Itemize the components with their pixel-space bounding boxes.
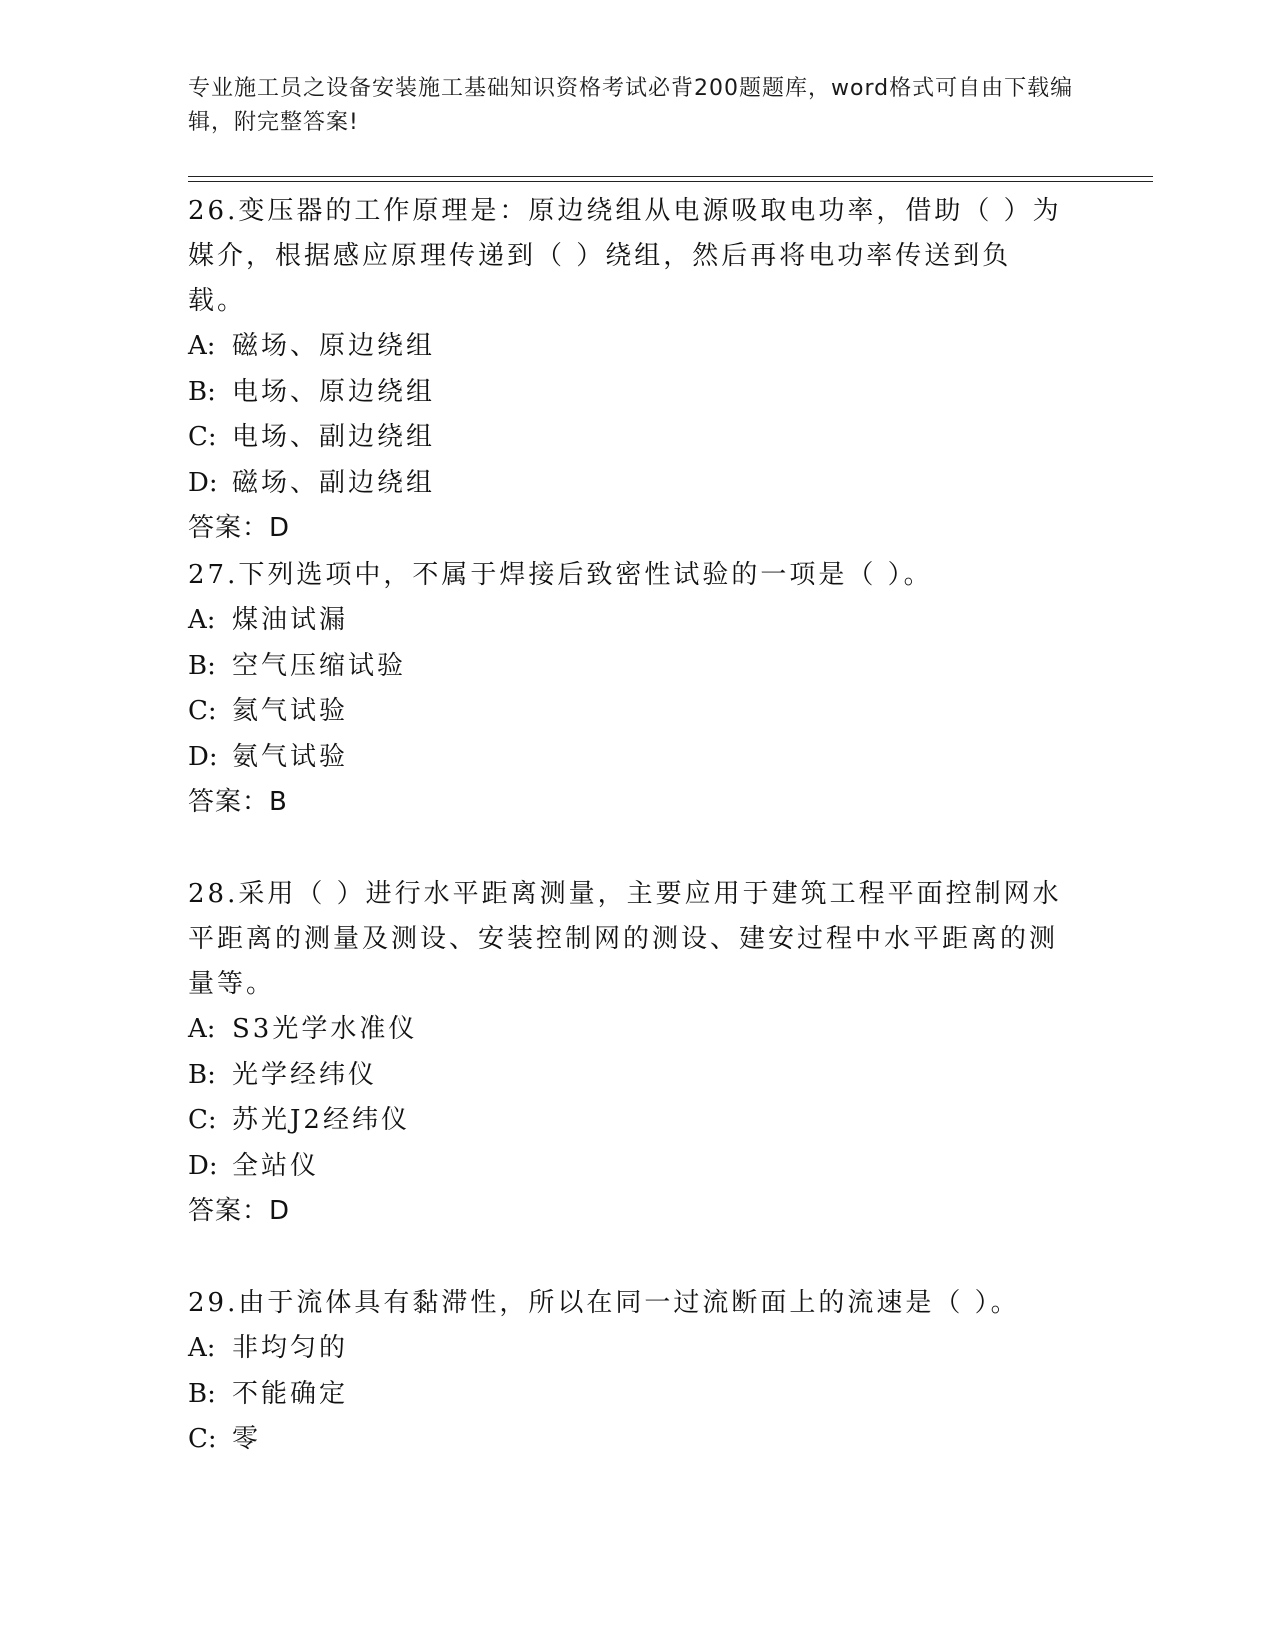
option-text: 零 (232, 1424, 262, 1455)
option-key: A: (188, 331, 216, 361)
option-text: 非均匀的 (232, 1333, 349, 1363)
option-key: C: (188, 1105, 217, 1136)
option-key: A: (188, 1333, 216, 1363)
option-text: 磁场、原边绕组 (232, 331, 436, 361)
option-text: 电场、副边绕组 (232, 422, 436, 453)
question-29 (188, 1281, 1068, 1463)
option-text: 氦气试验 (232, 696, 349, 727)
option-c (188, 1417, 1068, 1463)
option-text: 煤油试漏 (232, 605, 349, 635)
document-header: 专业施工员之设备安装施工基础知识资格考试必背200题题库，word格式可自由下载编辑，附完整答案! (188, 76, 1074, 135)
option-key: C: (188, 422, 217, 453)
question-text: 28.采用（ ）进行水平距离测量，主要应用于建筑工程平面控制网水平距离的测量及测设、安装控制网的测设、建安过程中水平距离的测量等。 (188, 879, 1062, 999)
answer-line: 答案：B (188, 787, 288, 818)
option-text: 氨气试验 (232, 741, 349, 772)
option-key: C: (188, 1424, 217, 1455)
option-key: D: (188, 467, 218, 498)
option-key: B: (188, 1378, 216, 1409)
option-key: B: (188, 376, 216, 407)
option-d (188, 1144, 1068, 1190)
option-d (188, 461, 1068, 507)
question-26 (188, 189, 1068, 551)
option-text: 苏光J2经纬仪 (232, 1105, 410, 1136)
option-b (188, 644, 1068, 690)
question-text: 27.下列选项中，不属于焊接后致密性试验的一项是（ ）。 (188, 560, 933, 590)
option-text: 不能确定 (232, 1378, 349, 1409)
option-key: B: (188, 650, 216, 681)
question-text: 26.变压器的工作原理是：原边绕组从电源吸取电功率，借助（ ）为媒介，根据感应原理传递到（ ）绕组，然后再将电功率传送到负载。 (188, 196, 1062, 316)
option-a (188, 1007, 1068, 1053)
option-text: 全站仪 (232, 1150, 320, 1181)
question-28 (188, 872, 1068, 1234)
option-c (188, 689, 1068, 735)
header-divider-secondary (188, 181, 1153, 182)
option-a (188, 324, 1068, 370)
option-a (188, 1326, 1068, 1372)
option-b (188, 370, 1068, 416)
question-27 (188, 553, 1068, 825)
option-a (188, 598, 1068, 644)
question-text: 29.由于流体具有黏滞性，所以在同一过流断面上的流速是（ ）。 (188, 1288, 1020, 1318)
option-key: A: (188, 1014, 216, 1044)
answer-line: 答案：D (188, 1196, 291, 1227)
option-b (188, 1053, 1068, 1099)
option-key: A: (188, 605, 216, 635)
option-text: S3光学水准仪 (232, 1014, 418, 1044)
option-c (188, 1098, 1068, 1144)
option-text: 光学经纬仪 (232, 1059, 378, 1090)
option-text: 电场、原边绕组 (232, 376, 436, 407)
option-key: C: (188, 696, 217, 727)
option-text: 空气压缩试验 (232, 650, 407, 681)
option-key: D: (188, 741, 218, 772)
header-divider (188, 176, 1153, 177)
option-key: D: (188, 1150, 218, 1181)
option-b (188, 1372, 1068, 1418)
option-d (188, 735, 1068, 781)
option-text: 磁场、副边绕组 (232, 467, 436, 498)
option-c (188, 415, 1068, 461)
answer-line: 答案：D (188, 513, 291, 544)
option-key: B: (188, 1059, 216, 1090)
